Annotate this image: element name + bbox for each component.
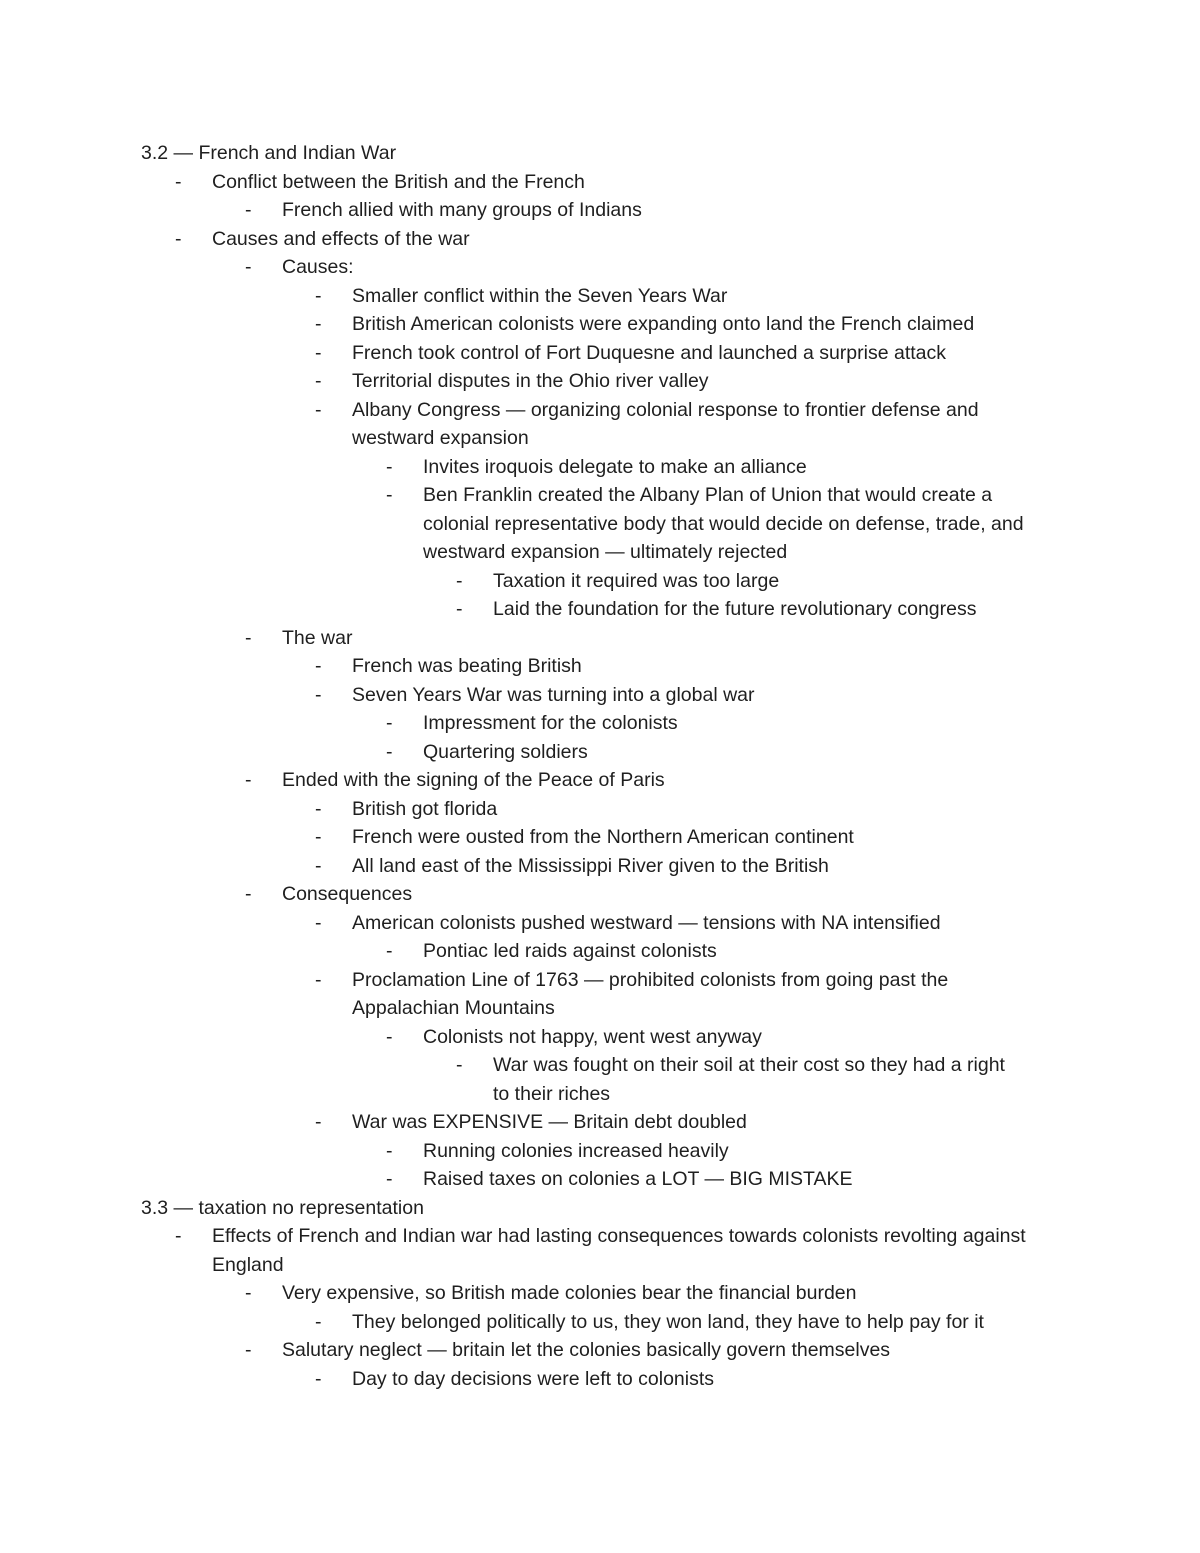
bullet-dash: -: [456, 1054, 463, 1076]
bullet-dash: -: [245, 626, 252, 649]
bullet-dash: -: [315, 1310, 322, 1333]
bullet-dash: -: [386, 1025, 393, 1048]
bullet-dash: -: [386, 1139, 393, 1162]
bullet-dash: -: [386, 455, 393, 478]
bullet-dash: -: [315, 398, 322, 421]
list-item: - Invites iroquois delegate to make an alliance: [141, 453, 1081, 482]
list-item: - War was EXPENSIVE — Britain debt doubled: [141, 1108, 1081, 1137]
bullet-dash: -: [315, 854, 322, 877]
list-item: - Day to day decisions were left to colonists: [141, 1365, 1081, 1394]
bullet-dash: -: [315, 341, 322, 364]
list-item: - Colonists not happy, went west anyway: [141, 1023, 1081, 1052]
bullet-dash: -: [315, 1367, 322, 1390]
list-item: - Smaller conflict within the Seven Years War: [141, 282, 1081, 311]
section-heading: 3.2 — French and Indian War: [141, 142, 397, 164]
bullet-dash: -: [315, 826, 322, 848]
list-item: - French was beating British: [141, 652, 1081, 681]
list-item: - Laid the foundation for the future revolutionary congress: [141, 595, 1081, 624]
bullet-dash: -: [315, 370, 322, 392]
list-item: - Running colonies increased heavily: [141, 1137, 1081, 1166]
bullet-dash: -: [175, 1225, 182, 1247]
section-heading: 3.3 — taxation no representation: [141, 1196, 424, 1219]
list-item: - Seven Years War was turning into a global war: [141, 681, 1081, 710]
list-item: - Taxation it required was too large: [141, 567, 1081, 596]
list-item: - Very expensive, so British made colonies bear the financial burden: [141, 1279, 1081, 1308]
list-item: - Salutary neglect — britain let the colonies basically govern themselves: [141, 1336, 1081, 1365]
bullet-dash: -: [315, 655, 322, 677]
bullet-dash: -: [315, 284, 322, 307]
bullet-dash: -: [315, 683, 322, 706]
list-item: - Ben Franklin created the Albany Plan of Union that would create a colonial representative body that would decide on defense, trade, and westward expansion — ultimately rejected: [141, 481, 1058, 567]
bullet-dash: -: [386, 484, 393, 506]
list-item: - Raised taxes on colonies a LOT — BIG MISTAKE: [141, 1165, 1081, 1194]
bullet-dash: -: [386, 1168, 393, 1190]
bullet-dash: -: [245, 199, 252, 221]
list-item: - British got florida: [141, 795, 1081, 824]
bullet-dash: -: [456, 598, 463, 620]
bullet-dash: -: [245, 1282, 252, 1304]
bullet-dash: -: [245, 1339, 252, 1361]
list-item: - Territorial disputes in the Ohio river valley: [141, 367, 1081, 396]
list-item: - French took control of Fort Duquesne and launched a surprise attack: [141, 339, 1081, 368]
bullet-dash: -: [245, 256, 252, 278]
list-item: - The war: [141, 624, 1081, 653]
bullet-dash: -: [315, 313, 322, 335]
list-item: - Proclamation Line of 1763 — prohibited colonists from going past the Appalachian Mountains: [141, 966, 1052, 1023]
bullet-dash: -: [245, 883, 252, 905]
list-item: - Pontiac led raids against colonists: [141, 937, 1081, 966]
bullet-dash: -: [175, 170, 182, 193]
bullet-dash: -: [386, 712, 393, 734]
list-item: - French were ousted from the Northern American continent: [141, 823, 1081, 852]
list-item: - All land east of the Mississippi River given to the British: [141, 852, 1081, 881]
list-item: - Quartering soldiers: [141, 738, 1081, 767]
bullet-dash: -: [315, 797, 322, 820]
notes-body: [141, 139, 1081, 1393]
bullet-dash: -: [315, 1111, 322, 1133]
list-item: - War was fought on their soil at their cost so they had a right to their riches: [141, 1051, 1023, 1108]
bullet-dash: -: [456, 569, 463, 592]
list-item: - Conflict between the British and the French: [141, 168, 1081, 197]
bullet-dash: -: [315, 911, 322, 934]
list-item: - Causes and effects of the war: [141, 225, 1081, 254]
list-item: - American colonists pushed westward — tensions with NA intensified: [141, 909, 1081, 938]
list-item: - Effects of French and Indian war had lasting consequences towards colonists revolting against England: [141, 1222, 1072, 1279]
list-item: - Consequences: [141, 880, 1081, 909]
list-item: - Ended with the signing of the Peace of Paris: [141, 766, 1081, 795]
list-item: - Causes:: [141, 253, 1081, 282]
bullet-dash: -: [386, 740, 393, 763]
list-item: - French allied with many groups of Indians: [141, 196, 1081, 225]
bullet-dash: -: [175, 227, 182, 250]
list-item: - Impressment for the colonists: [141, 709, 1081, 738]
bullet-dash: -: [315, 968, 322, 991]
list-item: - They belonged politically to us, they won land, they have to help pay for it: [141, 1308, 1081, 1337]
bullet-dash: -: [245, 769, 252, 791]
bullet-dash: -: [386, 940, 393, 962]
list-item: - British American colonists were expanding onto land the French claimed: [141, 310, 1081, 339]
list-item: - Albany Congress — organizing colonial response to frontier defense and westward expansion: [141, 396, 1052, 453]
